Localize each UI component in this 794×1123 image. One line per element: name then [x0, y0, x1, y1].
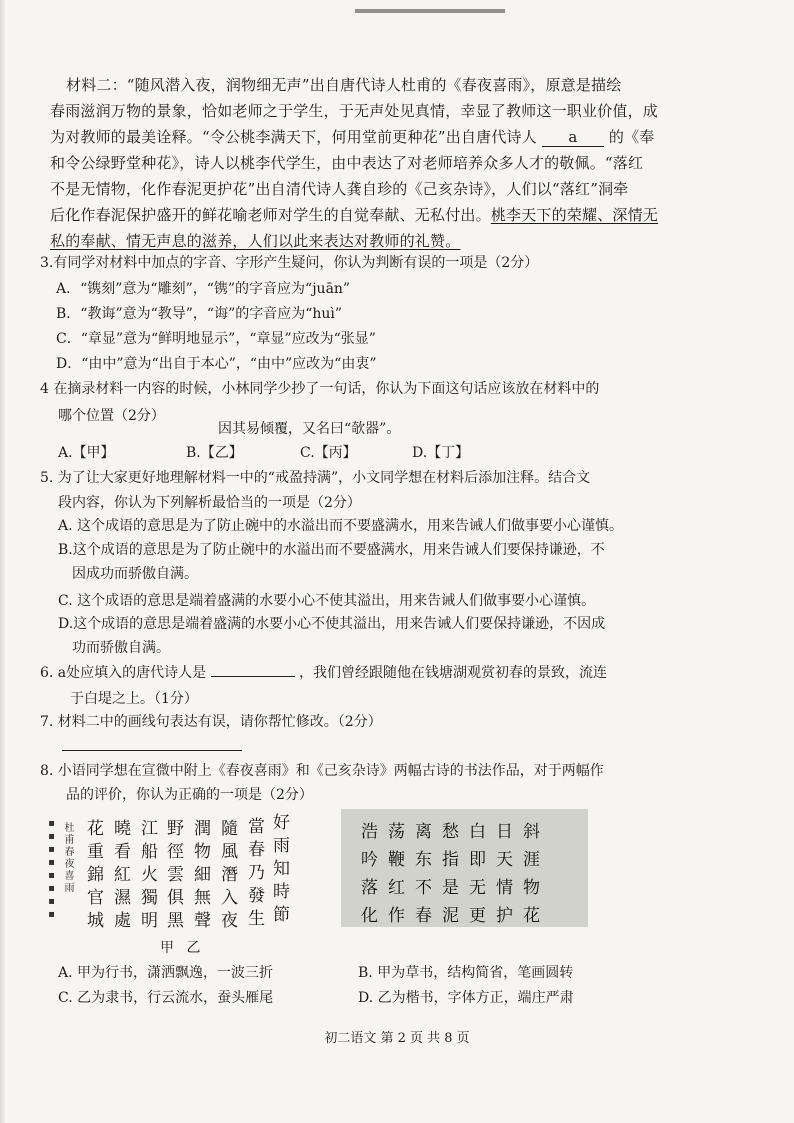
q5-option-b-line-1: B.这个成语的意思是为了防止碗中的水溢出而不要盛满水，用来告诫人们要保持谦逊，不 — [58, 542, 605, 558]
calligraphy-work-yi — [341, 809, 588, 927]
q6-line-2: 于白堤之上。（1分） — [70, 691, 198, 707]
scan-top-mark — [355, 9, 505, 13]
underlined-sentence-part1: 桃李天下的荣耀、深情无 — [490, 206, 659, 224]
jia-column-8: 花重錦官城 — [83, 819, 103, 934]
q3-option-d: D．“由中”意为“出自于本心”，“由中”应改为“由衷” — [56, 356, 377, 372]
q3-option-c: C．“章显”意为“鲜明地显示”，“章显”应改为“张显” — [56, 331, 376, 347]
scan-edge-shadow — [0, 0, 6, 1123]
q4-stem-line-1: 4 在摘录材料一内容的时候，小林同学少抄了一句话，你认为下面这句话应该放在材料中的 — [40, 381, 600, 397]
q6-text-before: 6. a处应填入的唐代诗人是 — [40, 665, 207, 681]
q4-option-a: A.【甲】 — [58, 445, 115, 461]
q8-option-c: C. 乙为隶书，行云流水，蚕头雁尾 — [58, 990, 274, 1006]
q8-option-b: B. 甲为草书，结构简省，笔画圆转 — [358, 965, 574, 981]
q6-line-1 — [40, 662, 607, 682]
q6-text-after: ，我们曾经跟随他在钱塘湖观赏初春的景致，流连 — [299, 665, 608, 681]
q8-image-label: 甲 乙 — [160, 940, 205, 956]
q8-option-a: A. 甲为行书，潇洒飘逸，一波三折 — [58, 965, 274, 981]
q6-answer-blank[interactable] — [211, 676, 295, 677]
material2-line-6-text: 后化作春泥保护盛开的鲜花喻老师对学生的自觉奉献、无私付出。 — [50, 206, 491, 224]
yi-row-2: 吟鞭东指即天涯 — [361, 850, 550, 870]
q5-option-d-line-2: 功而骄傲自满。 — [72, 640, 170, 656]
underlined-sentence-part2: 私的奉献、情无声息的滋养，人们以此来表达对教师的礼赞。 — [50, 232, 461, 250]
yi-row-1: 浩荡离愁白日斜 — [361, 822, 550, 842]
q3-option-a: A．“镌刻”意为“雕刻”，“镌”的字音应为“juān” — [56, 281, 351, 297]
material2-line-3-text: 为对教师的最美诠释。“令公桃李满天下，何用堂前更种花”出自唐代诗人 — [50, 128, 537, 146]
jia-column-2: 當春乃發生 — [244, 817, 264, 932]
material2-line-3 — [50, 126, 655, 147]
material2-line-5: 不是无情物，化作春泥更护花”出自清代诗人龚自珍的《己亥杂诗》，人们以“落红”洞牵 — [50, 180, 629, 198]
jia-column-7: 曉看紅濕處 — [110, 819, 130, 934]
q7-stem: 7. 材料二中的画线句表达有误，请你帮忙修改。（2分） — [40, 714, 382, 730]
jia-column-1: 好雨知時節 — [269, 813, 289, 928]
q4-sentence: 因其易倾覆，又名曰“欹器”。 — [218, 421, 401, 437]
q8-stem-line-1: 8. 小语同学想在宣微中附上《春夜喜雨》和《己亥杂诗》两幅古诗的书法作品，对于两幅作 — [40, 763, 604, 779]
q5-option-c: C. 这个成语的意思是端着盛满的水要小心不使其溢出，用来告诫人们做事要小心谨慎。 — [58, 593, 596, 609]
jia-column-3: 隨風潛入夜 — [217, 819, 237, 934]
material2-line-2: 春雨滋润万物的景象，恰如老师之于学生，于无声处见真情，幸显了教师这一职业价值，成 — [50, 102, 659, 120]
q5-stem-line-2: 段内容，你认为下列解析最恰当的一项是（2分） — [58, 495, 361, 511]
jia-signature: 杜甫春夜喜雨 — [62, 822, 73, 894]
q8-stem-line-2: 品的评价，你认为正确的一项是（2分） — [66, 787, 313, 803]
yi-row-4: 化作春泥更护花 — [361, 906, 550, 926]
q4-option-d: D.【丁】 — [412, 445, 470, 461]
jia-column-5: 野徑雲俱黑 — [163, 819, 183, 934]
blank-a-marker: a — [568, 128, 578, 146]
material2-line-6 — [50, 204, 658, 225]
q4-stem-line-2: 哪个位置（2分） — [58, 408, 165, 424]
q5-option-b-line-2: 因成功而骄傲自满。 — [72, 566, 198, 582]
q3-stem: 3.有同学对材料中加点的字音、字形产生疑问，你认为判断有误的一项是（2分） — [40, 255, 539, 271]
q5-option-d-line-1: D.这个成语的意思是端着盛满的水要小心不使其溢出，用来告诫人们要保持谦逊，不因成 — [58, 616, 606, 632]
q3-option-b: B．“教诲”意为“教导”，“诲”的字音应为“huì” — [56, 306, 343, 322]
material2-line-3-tail: 的《奉 — [608, 128, 655, 146]
jia-column-6: 江船火獨明 — [137, 819, 157, 934]
jia-column-4: 潤物細無聲 — [190, 819, 210, 934]
material2-line-1: 材料二：“随风潜入夜，润物细无声”出自唐代诗人杜甫的《春夜喜雨》，原意是描绘 — [66, 76, 622, 94]
q5-option-a: A. 这个成语的意思是为了防止碗中的水溢出而不要盛满水，用来告诫人们做事要小心谨慎。 — [58, 518, 624, 534]
yi-row-3: 落红不是无情物 — [361, 878, 550, 898]
q4-option-b: B.【乙】 — [186, 445, 243, 461]
jia-seal-column: ▪▪▪▪▪▪▪▪ — [46, 818, 57, 922]
q5-stem-line-1: 5. 为了让大家更好地理解材料一中的“戒盈持满”，小文同学想在材料后添加注释。结合文 — [40, 470, 591, 486]
q4-option-c: C.【丙】 — [300, 445, 357, 461]
q8-option-d: D. 乙为楷书，字体方正，端庄严肃 — [358, 990, 574, 1006]
poet-blank-a — [542, 128, 604, 147]
q7-answer-line[interactable] — [62, 750, 242, 751]
material2-line-4: 和令公绿野堂种花》，诗人以桃李代学生，由中表达了对老师培养众多人才的敬佩。“落红 — [50, 154, 644, 172]
page-footer: 初二语文 第 2 页 共 8 页 — [324, 1031, 470, 1046]
